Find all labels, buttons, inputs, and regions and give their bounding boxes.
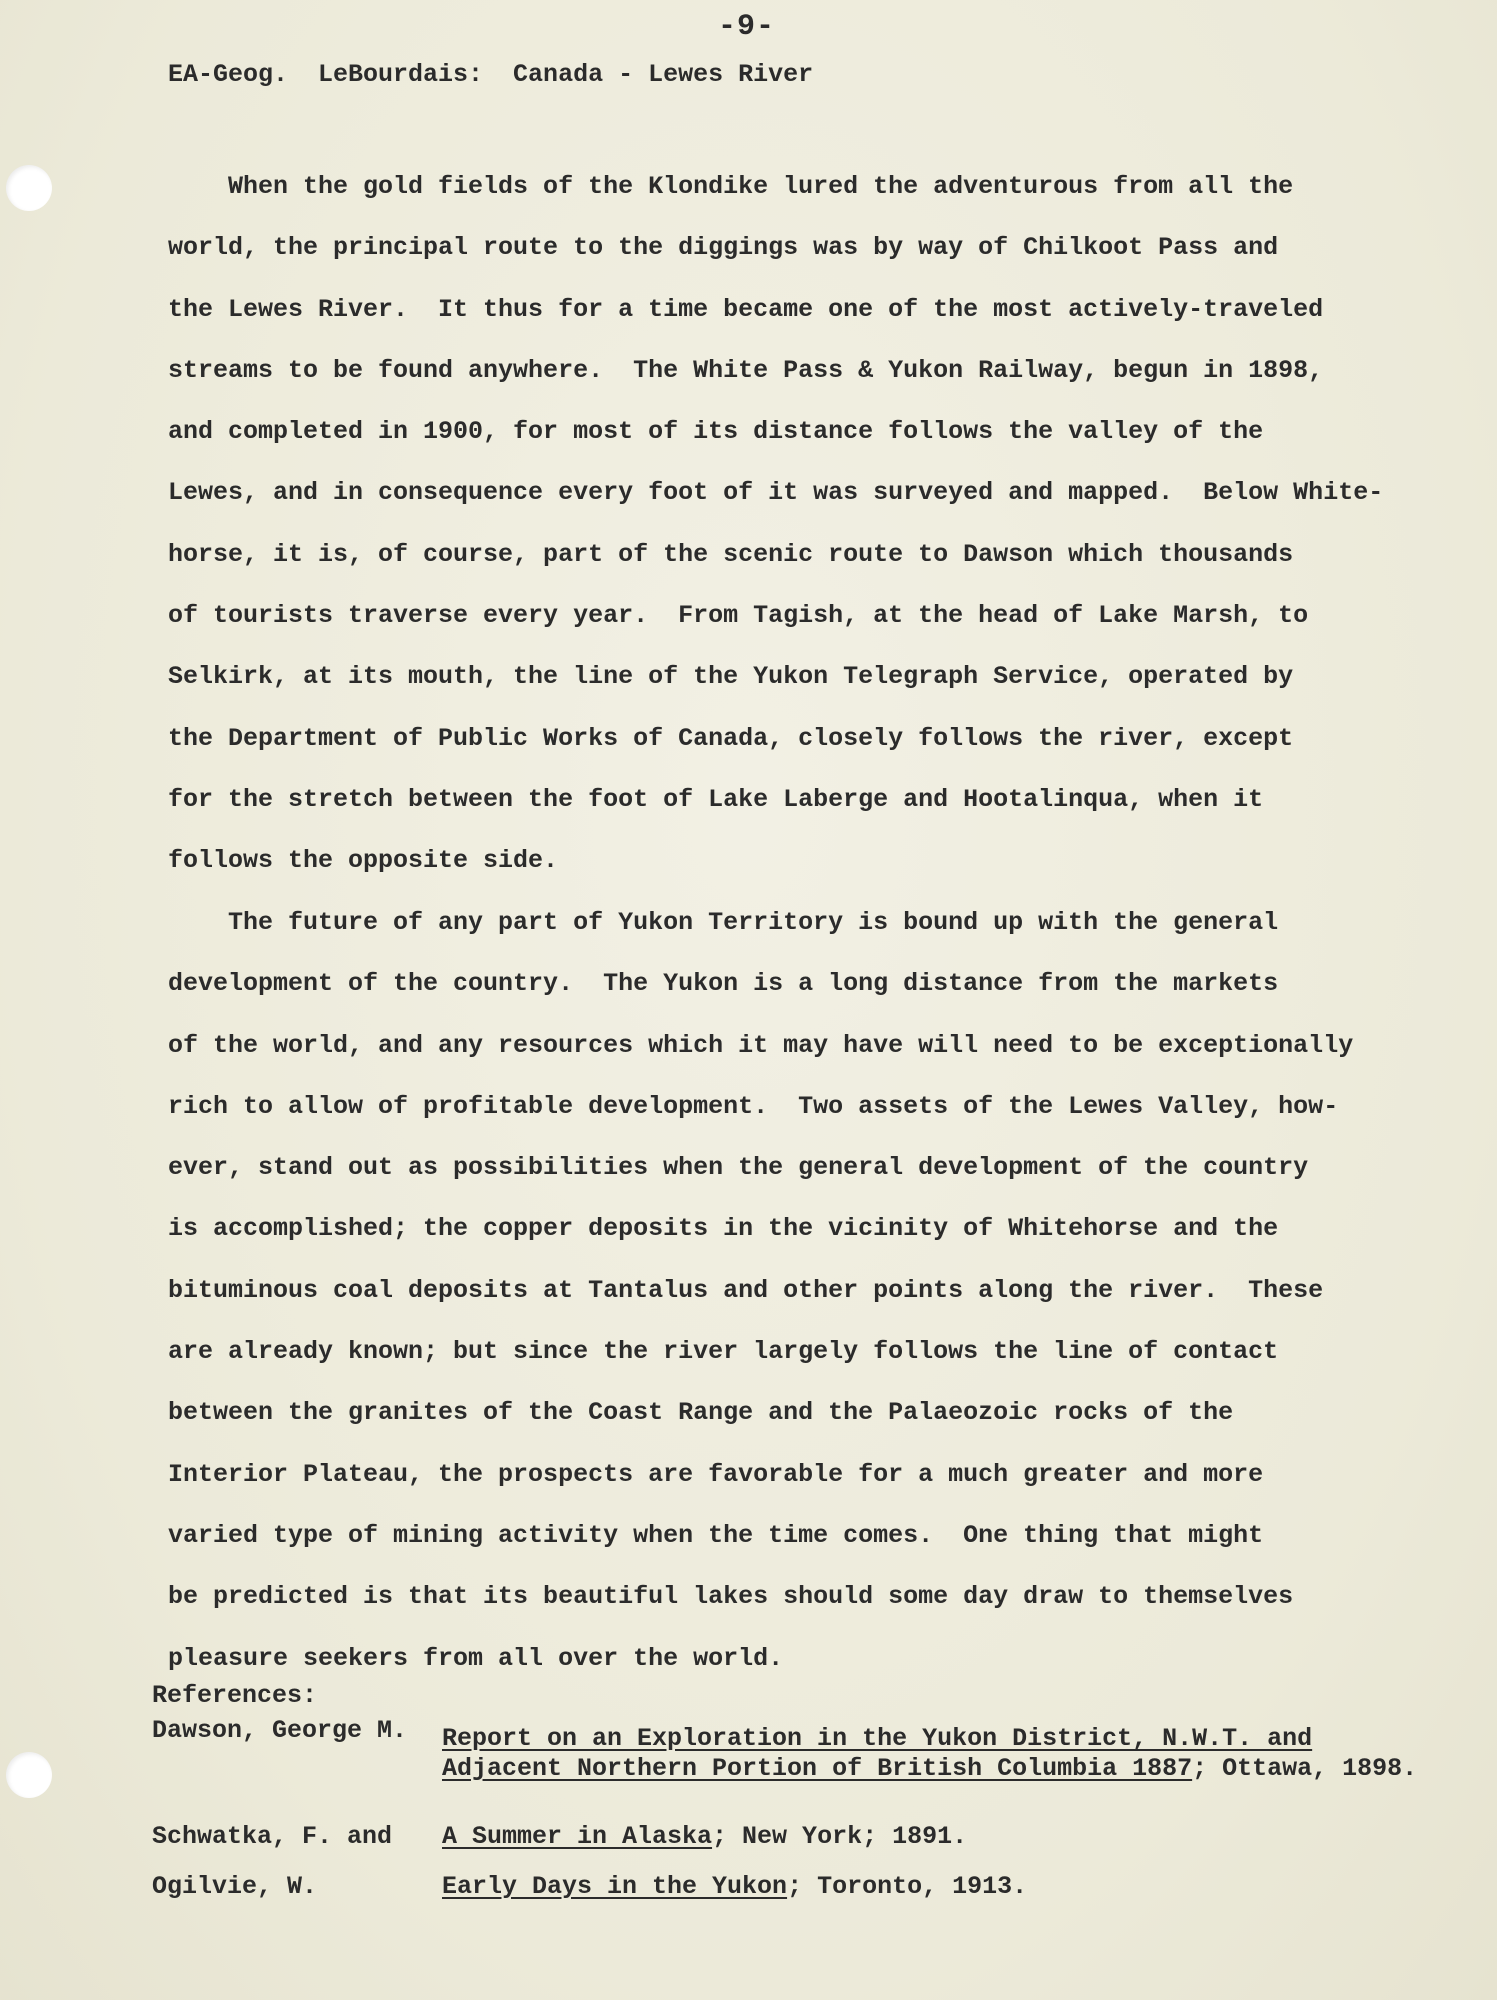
text-line: horse, it is, of course, part of the scenic route to Dawson which thousands <box>168 539 1294 569</box>
reference-item <box>152 1812 1452 1862</box>
references-section <box>152 1676 1452 1912</box>
reference-work <box>442 1724 1497 1754</box>
reference-publication: ; Ottawa, 1898. <box>1192 1754 1418 1783</box>
reference-work <box>442 1754 1497 1784</box>
text-line: be predicted is that its beautiful lakes should some day draw to themselves <box>168 1582 1294 1612</box>
reference-title: Adjacent Northern Portion of British Columbia 1887 <box>442 1754 1193 1783</box>
text-line: the Department of Public Works of Canada, closely follows the river, except <box>168 723 1294 753</box>
text-line: ever, stand out as possibilities when the general development of the country <box>168 1153 1309 1183</box>
paragraph-2 <box>168 892 1418 1689</box>
document-header: EA-Geog. LeBourdais: Canada - Lewes River <box>168 60 814 89</box>
text-line: follows the opposite side. <box>168 846 559 876</box>
text-line: When the gold fields of the Klondike lured the adventurous from all the <box>168 172 1294 201</box>
text-line: of tourists traverse every year. From Tagish, at the head of Lake Marsh, to <box>168 601 1309 631</box>
text-line: varied type of mining activity when the time comes. One thing that might <box>168 1520 1264 1550</box>
text-line: world, the principal route to the diggings was by way of Chilkoot Pass and <box>168 233 1279 263</box>
text-line: for the stretch between the foot of Lake Laberge and Hootalinqua, when it <box>168 784 1264 814</box>
text-line: are already known; but since the river largely follows the line of contact <box>168 1337 1279 1367</box>
reference-author: Ogilvie, W. <box>152 1872 318 1901</box>
text-line: rich to allow of profitable development. Two assets of the Lewes Valley, how- <box>168 1091 1339 1121</box>
reference-item <box>152 1862 1452 1912</box>
reference-work <box>442 1812 1497 1862</box>
reference-author: Schwatka, F. and <box>152 1822 393 1851</box>
text-line: Selkirk, at its mouth, the line of the Yukon Telegraph Service, operated by <box>168 662 1294 692</box>
reference-title: A Summer in Alaska <box>442 1822 713 1851</box>
reference-publication: ; Toronto, 1913. <box>787 1872 1028 1901</box>
references-heading: References: <box>152 1681 318 1710</box>
text-line: of the world, and any resources which it may have will need to be exceptionally <box>168 1030 1354 1060</box>
text-line: bituminous coal deposits at Tantalus and other points along the river. These <box>168 1275 1324 1305</box>
text-line: Interior Plateau, the prospects are favorable for a much greater and more <box>168 1459 1264 1489</box>
paragraph-1 <box>168 156 1418 892</box>
text-line: The future of any part of Yukon Territory is bound up with the general <box>168 908 1279 937</box>
text-line: streams to be found anywhere. The White Pass & Yukon Railway, begun in 1898, <box>168 355 1324 385</box>
reference-title: Report on an Exploration in the Yukon District, N.W.T. and <box>442 1724 1313 1753</box>
reference-title: Early Days in the Yukon <box>442 1872 788 1901</box>
punch-hole-bottom <box>6 1752 52 1798</box>
text-line: is accomplished; the copper deposits in the vicinity of Whitehorse and the <box>168 1214 1279 1244</box>
text-line: the Lewes River. It thus for a time became one of the most actively-traveled <box>168 294 1324 324</box>
text-line: pleasure seekers from all over the world. <box>168 1643 784 1673</box>
text-line: development of the country. The Yukon is a long distance from the markets <box>168 969 1279 999</box>
reference-item <box>152 1716 1452 1812</box>
page-number: -9- <box>718 10 776 44</box>
text-line: Lewes, and in consequence every foot of it was surveyed and mapped. Below White- <box>168 478 1384 508</box>
reference-publication: ; New York; 1891. <box>712 1822 968 1851</box>
punch-hole-top <box>6 165 52 211</box>
text-line: and completed in 1900, for most of its distance follows the valley of the <box>168 417 1264 447</box>
reference-work <box>442 1862 1497 1912</box>
reference-author: Dawson, George M. <box>152 1716 408 1745</box>
text-line: between the granites of the Coast Range and the Palaeozoic rocks of the <box>168 1398 1234 1428</box>
